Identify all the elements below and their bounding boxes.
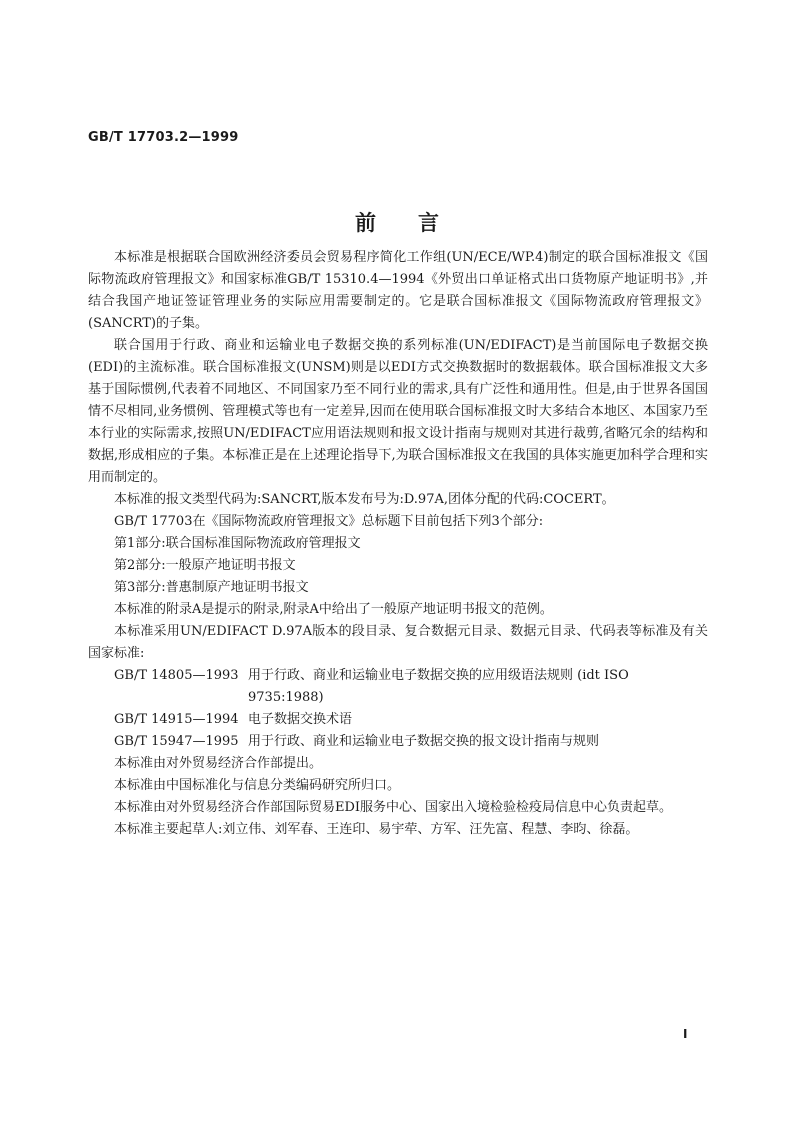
paragraph-proposer: 本标准由对外贸易经济合作部提出。 <box>114 756 323 771</box>
paragraph-centralized: 本标准由中国标准化与信息分类编码研究所归口。 <box>114 778 401 793</box>
reference-item <box>88 709 708 731</box>
reference-code: GB/T 15947—1995 <box>114 734 239 749</box>
paragraph-drafting-units: 本标准由对外贸易经济合作部国际贸易EDI服务中心、国家出入境检验检疫局信息中心负责起草。 <box>114 800 673 815</box>
page-number: Ⅰ <box>683 1027 688 1041</box>
paragraph-appendix: 本标准的附录A是提示的附录,附录A中给出了一般原产地证明书报文的范例。 <box>114 602 553 617</box>
reference-title: 用于行政、商业和运输业电子数据交换的应用级语法规则 (idt ISO 9735:1988) <box>248 668 629 705</box>
part-item-1: 第1部分:联合国标准国际物流政府管理报文 <box>114 536 361 551</box>
standard-code: GB/T 17703.2—1999 <box>88 130 239 145</box>
reference-title: 用于行政、商业和运输业电子数据交换的报文设计指南与规则 <box>248 734 600 749</box>
reference-code: GB/T 14805—1993 <box>114 668 239 683</box>
paragraph-parts-intro: GB/T 17703在《国际物流政府管理报文》总标题下目前包括下列3个部分: <box>114 514 544 529</box>
page-title <box>0 207 794 237</box>
reference-code: GB/T 14915—1994 <box>114 712 239 727</box>
reference-item <box>88 665 708 709</box>
reference-item <box>88 731 708 753</box>
paragraph-drafters: 本标准主要起草人:刘立伟、刘军春、王连印、易宇荦、方军、汪先富、程慧、李昀、徐磊。 <box>114 822 639 837</box>
part-item-2: 第2部分:一般原产地证明书报文 <box>114 558 296 573</box>
paragraph-adopted-standards: 本标准采用UN/EDIFACT D.97A版本的段目录、复合数据元目录、数据元目录、代码表等标准及有关国家标准: <box>88 624 708 661</box>
title-char-1: 前 <box>355 211 376 235</box>
paragraph-edifact: 联合国用于行政、商业和运输业电子数据交换的系列标准(UN/EDIFACT)是当前国际电子数据交换(EDI)的主流标准。联合国标准报文(UNSM)则是以EDI方式交换数据时的数据载体。联合国标准报文大多基于国际惯例,代表着不同地区、不同国家乃至不同行业的需求,具有广泛性和通用性。但是,由于世界各国国情不尽相同,业务惯例、管理模式等也有一定差异,因而在使用联合国标准报文时大多结合本地区、本国家乃至本行业的实际需求,按照UN/EDIFACT应用语法规则和报文设计指南与规则对其进行裁剪,省略冗余的结构和数据,形成相应的子集。本标准正是在上述理论指导下,为联合国标准报文在我国的具体实施更加科学合理和实用而制定的。 <box>88 338 708 485</box>
reference-title: 电子数据交换术语 <box>248 712 353 727</box>
foreword-body <box>88 247 708 841</box>
paragraph-message-type: 本标准的报文类型代码为:SANCRT,版本发布号为:D.97A,团体分配的代码:COCERT。 <box>114 492 615 507</box>
part-item-3: 第3部分:普惠制原产地证明书报文 <box>114 580 309 595</box>
title-char-2: 言 <box>418 211 439 235</box>
paragraph-origin: 本标准是根据联合国欧洲经济委员会贸易程序简化工作组(UN/ECE/WP.4)制定的联合国标准报文《国际物流政府管理报文》和国家标准GB/T 15310.4—1994《外贸出口单证格式出口货物原产地证明书》,并结合我国产地证签证管理业务的实际应用需要制定的。它是联合国标准报文《国际物流政府管理报文》(SANCRT)的子集。 <box>88 250 708 331</box>
